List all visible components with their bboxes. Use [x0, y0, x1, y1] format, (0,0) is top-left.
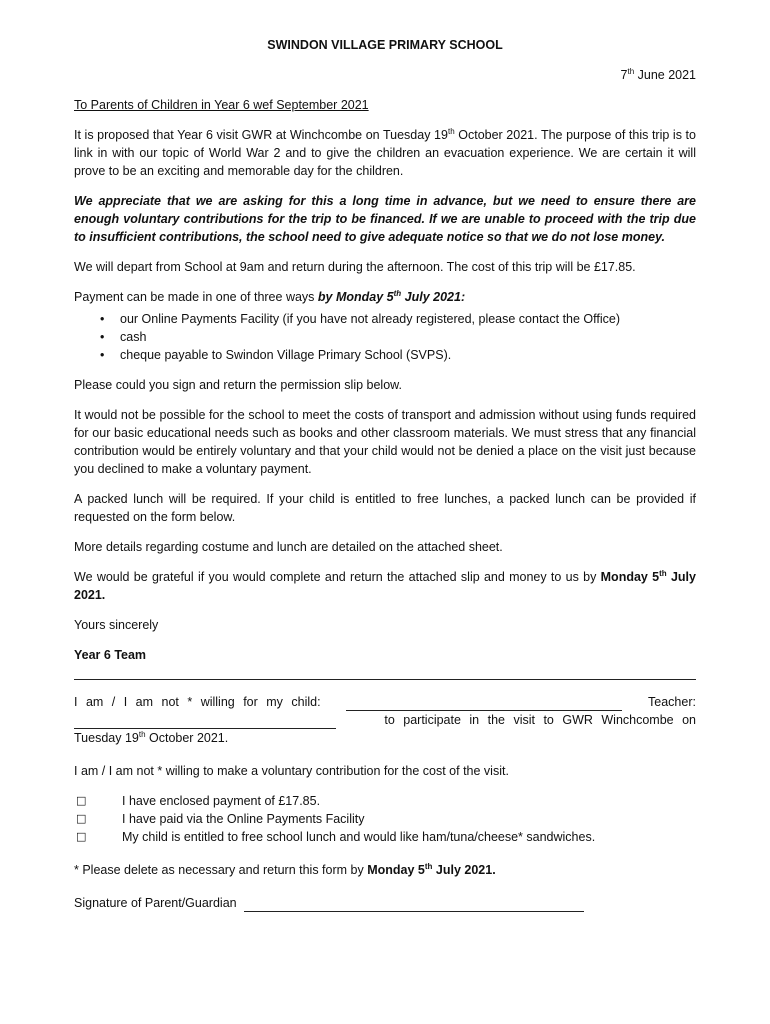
payment-intro: Payment can be made in one of three ways: [74, 290, 318, 304]
school-name: SWINDON VILLAGE PRIMARY SCHOOL: [267, 38, 503, 52]
date-day: 7: [620, 68, 628, 82]
date-rest: June 2021: [634, 68, 696, 82]
cut-line-divider: [74, 679, 696, 680]
delete-note-text: * Please delete as necessary and return this form by: [74, 863, 368, 877]
paragraph-packed-lunch: A packed lunch will be required. If your child is entitled to free lunches, a packed lunch can be provided if requested on the form below.: [74, 492, 696, 524]
payment-deadline-a: by Monday 5: [317, 290, 394, 304]
signature-label: Signature of Parent/Guardian: [74, 896, 237, 910]
child-name-field[interactable]: [346, 698, 622, 711]
signature-field[interactable]: [244, 899, 584, 912]
teacher-name-field[interactable]: [74, 716, 336, 729]
payment-option-cheque: • cheque payable to Swindon Village Primary School (SVPS).: [74, 346, 696, 364]
slip-options-list: [74, 792, 696, 846]
slip-date-sup: th: [138, 729, 146, 739]
proposal-text-b: October 2021. The purpose of this trip is to link in with our topic of World War 2 and to give the children an evacuation experience. We are certain it will prove to be an exciting and memorable day for the children.: [74, 128, 696, 178]
payment-deadline: [318, 290, 465, 304]
delete-note-deadline-a: Monday 5: [367, 863, 425, 877]
option-enclosed-payment: [74, 792, 696, 810]
option-online-payment: [74, 810, 696, 828]
return-text: We would be grateful if you would complete and return the attached slip and money to us by: [74, 570, 601, 584]
teacher-label: Teacher:: [648, 695, 696, 709]
delete-note-deadline-b: July 2021.: [432, 863, 496, 877]
payment-option-cash: • cash: [74, 328, 696, 346]
slip-date-b: October 2021.: [145, 731, 229, 745]
participate-text: to participate in the visit to GWR Winchcombe on: [384, 713, 696, 727]
paragraph-details: More details regarding costume and lunch are detailed on the attached sheet.: [74, 540, 503, 554]
return-deadline-a: Monday 5: [600, 570, 660, 584]
delete-note-deadline: [367, 863, 495, 877]
payment-deadline-sup: th: [393, 288, 402, 298]
contribution-statement: I am / I am not * willing to make a voluntary contribution for the cost of the visit.: [74, 764, 509, 778]
closing: Yours sincerely: [74, 618, 159, 632]
paragraph-contributions-warning: We appreciate that we are asking for this a long time in advance, but we need to ensure there are enough voluntary contributions for the trip to be financed. If we are unable to proceed with the trip due to insufficient contributions, the school need to give adequate notice so that we do not lose money.: [74, 194, 696, 244]
paragraph-schedule-cost: We will depart from School at 9am and return during the afternoon. The cost of this trip will be £17.85.: [74, 260, 636, 274]
slip-visit-date: [74, 729, 696, 747]
delete-note-deadline-sup: th: [424, 861, 433, 871]
checkbox-online-payment[interactable]: □: [76, 812, 87, 825]
payment-option-online: • our Online Payments Facility (if you have not already registered, please contact the Office): [74, 310, 696, 328]
payment-deadline-b: July 2021:: [401, 290, 466, 304]
paragraph-costs: It would not be possible for the school to meet the costs of transport and admission without using funds required for our basic educational needs such as books and other classroom materials. We must stress that any financial contribution would be entirely voluntary and that your child would not be denied a place on the visit just because you declined to make a voluntary payment.: [74, 408, 696, 476]
option-free-lunch-label: My child is entitled to free school lunch and would like ham/tuna/cheese* sandwiches.: [122, 830, 596, 844]
proposal-sup: th: [447, 126, 455, 136]
return-deadline-sup: th: [659, 568, 667, 578]
willing-child-label: I am / I am not * willing for my child:: [74, 695, 321, 709]
option-free-lunch: [74, 828, 696, 846]
letter-content: [74, 36, 696, 912]
option-enclosed-payment-label: I have enclosed payment of £17.85.: [122, 794, 321, 808]
paragraph-proposal: [74, 126, 696, 180]
slip-teacher-row: [74, 711, 696, 729]
paragraph-sign-return: Please could you sign and return the permission slip below.: [74, 378, 402, 392]
signature-row: [74, 894, 696, 912]
permission-slip: [74, 693, 696, 912]
delete-note: [74, 861, 696, 879]
slip-date-a: Tuesday 19: [74, 731, 139, 745]
payment-options-list: [74, 310, 696, 364]
return-deadline-b: July 2021.: [74, 570, 696, 602]
letter-heading: To Parents of Children in Year 6 wef September 2021: [74, 98, 369, 112]
letter-date: [74, 66, 696, 84]
paragraph-payment: [74, 288, 696, 306]
option-online-payment-label: I have paid via the Online Payments Facility: [122, 812, 365, 826]
proposal-text-a: It is proposed that Year 6 visit GWR at Winchcombe on Tuesday 19: [74, 128, 448, 142]
signoff: Year 6 Team: [74, 648, 147, 662]
date-suffix: th: [627, 66, 635, 76]
checkbox-free-lunch[interactable]: □: [76, 830, 87, 843]
paragraph-return-slip: [74, 568, 696, 604]
slip-child-row: [74, 693, 696, 711]
checkbox-enclosed-payment[interactable]: □: [76, 794, 87, 807]
